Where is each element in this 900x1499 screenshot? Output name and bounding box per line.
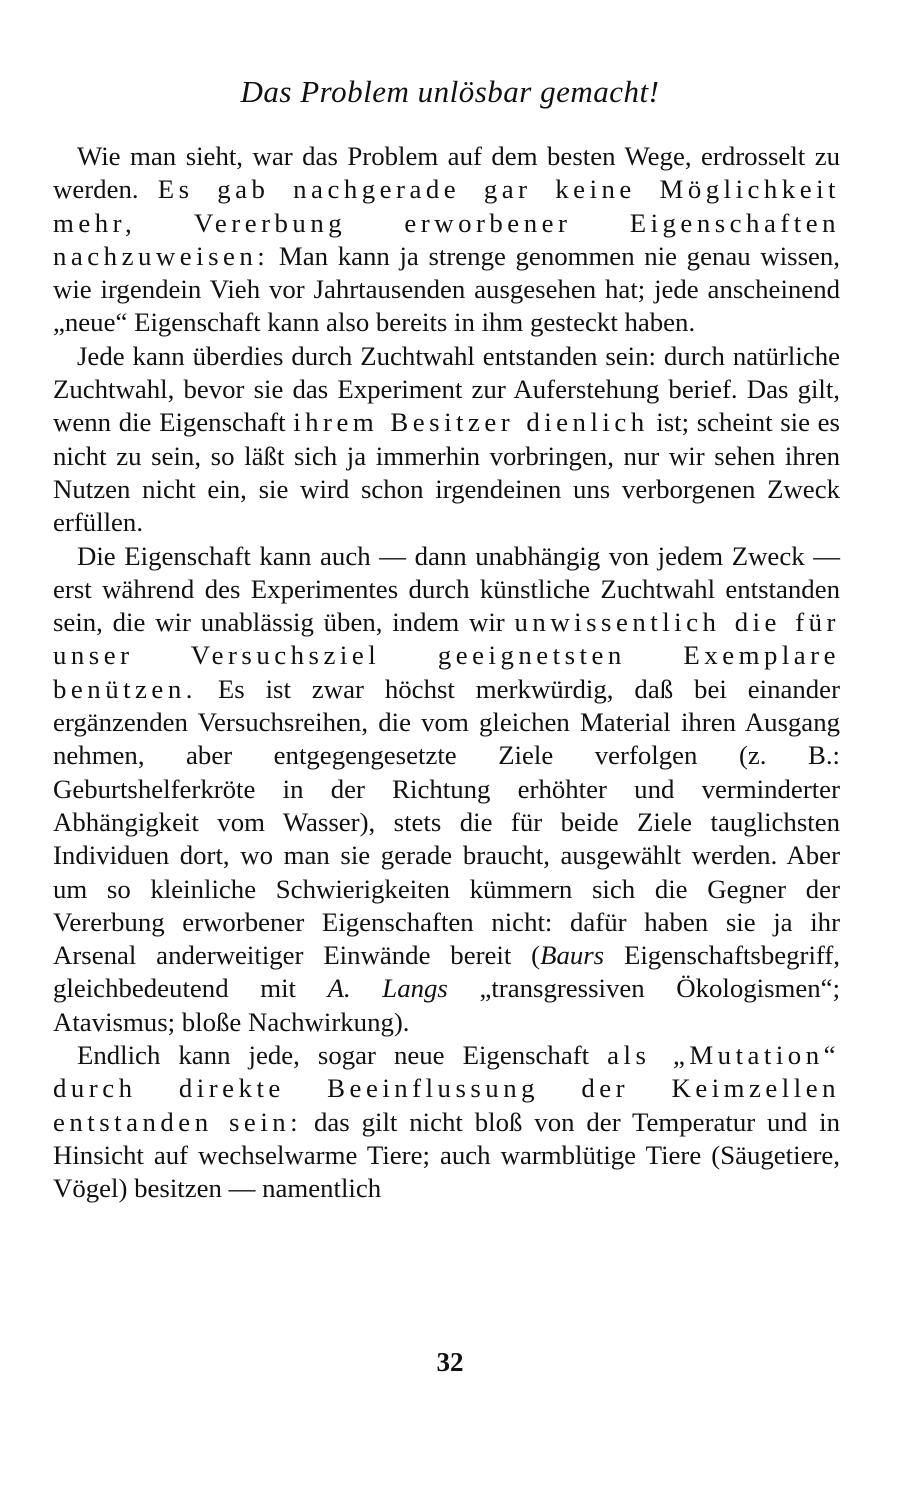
spaced-emphasis: ihrem Besitzer dienlich bbox=[293, 407, 649, 438]
text-run: Die Eigenschaft kann auch — dann unabhängig von jedem Zweck — erst während des Experimentes durch künstliche Zuchtwahl entstanden sein, die wir unablässig üben, indem wir bbox=[53, 540, 840, 638]
text-run: Eigenschaftsbegriff, gleichbedeutend mit bbox=[53, 940, 840, 1004]
text-run: „transgressiven Ökologismen“; Atavismus; bloße Nachwirkung). bbox=[53, 973, 841, 1037]
page-number: 32 bbox=[436, 1347, 464, 1377]
text-run: Jede kann überdies durch Zuchtwahl entstanden sein: durch natürliche Zuchtwahl, bevor sie das Experiment zur Auferstehung berief. Das gilt, wenn die Eigenschaft bbox=[53, 340, 840, 438]
text-run: Wie man sieht, war das Problem auf dem besten Wege, erdrosselt zu werden. bbox=[53, 141, 840, 205]
text-run: ist; scheint sie es nicht zu sein, so läßt sich ja immerhin vorbringen, nur wir sehen ihren Nutzen nicht ein, sie wird schon irgendeinen uns verborgenen Zweck erfüllen. bbox=[53, 407, 840, 538]
spaced-emphasis: Es gab nachgerade gar keine Möglichkeit mehr, Vererbung erworbener Eigenschaften nachzuweisen: bbox=[53, 174, 840, 271]
text-run: Es ist zwar höchst merkwürdig, daß bei einander ergänzenden Versuchsreihen, die vom gleichen Material ihren Ausgang nehmen, aber entgegengesetzte Ziele verfolgen (z. B.: Geburtshelferkröte in der Richtung erhöhter und verminderter Abhängigkeit vom Wasser), stets die für beide Ziele tauglichsten Individuen dort, wo man sie gerade braucht, ausgewählt werden. Aber um so kleinliche Schwierigkeiten kümmern sich die Gegner der Vererbung erworbener Eigenschaften nicht: dafür haben sie ja ihr Arsenal anderweitiger Einwände bereit ( bbox=[53, 673, 840, 971]
paragraph bbox=[53, 1039, 840, 1205]
body-text bbox=[53, 140, 840, 1206]
italic-name: Baurs bbox=[540, 940, 605, 971]
text-run: Endlich kann jede, sogar neue Eigenschaft bbox=[77, 1040, 608, 1071]
paragraph bbox=[53, 140, 840, 340]
paragraph bbox=[53, 540, 840, 1039]
text-run: das gilt nicht bloß von der Temperatur und in Hinsicht auf wechselwarme Tiere; auch warmblütige Tiere (Säugetiere, Vögel) besitzen — namentlich bbox=[53, 1106, 840, 1204]
paragraph bbox=[53, 340, 840, 540]
running-header: Das Problem unlösbar gemacht! bbox=[240, 74, 660, 109]
text-run: Man kann ja strenge genommen nie genau wissen, wie irgendein Vieh vor Jahrtausenden ausgesehen hat; jede anscheinend „neue“ Eigenschaft kann also bereits in ihm gesteckt haben. bbox=[53, 240, 840, 338]
spaced-emphasis: als „Mutation“ durch direkte Beeinflussung der Keimzellen entstanden sein: bbox=[53, 1040, 840, 1137]
italic-name: A. Langs bbox=[327, 973, 448, 1004]
spaced-emphasis: unwissentlich die für unser Versuchsziel geeignetsten Exemplare benützen. bbox=[53, 607, 840, 704]
